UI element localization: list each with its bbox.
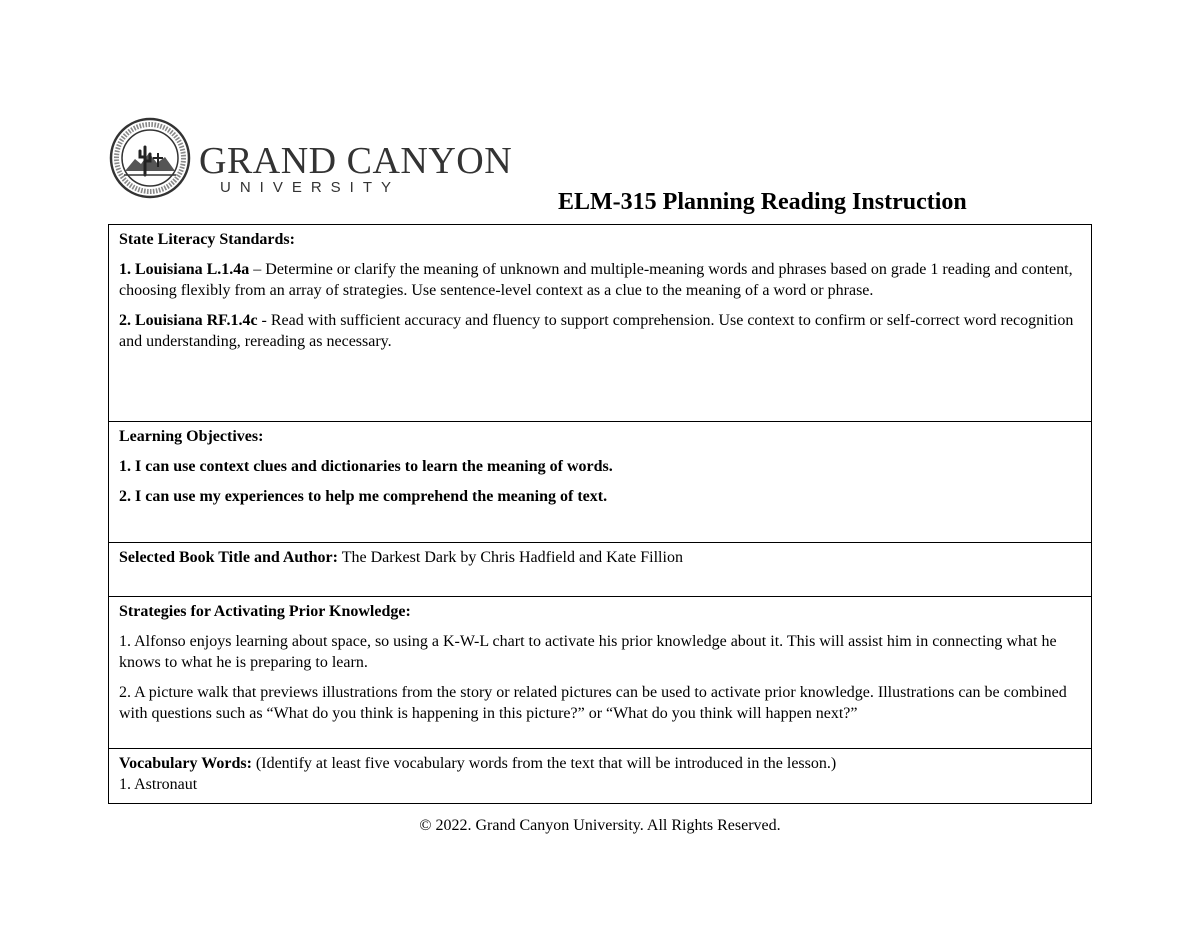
standard-text: Determine or clarify the meaning of unknown and multiple-meaning words and phrases based on grade 1 reading and content, choosing flexibly from an array of strategies. Use sentence-level context as a clue to the meaning of a word or phrase. — [119, 261, 1073, 299]
standard-code: 1. Louisiana L.1.4a — [119, 261, 250, 278]
vocabulary-item: 1. Astronaut — [119, 776, 198, 793]
book-label: Selected Book Title and Author: — [119, 549, 338, 566]
objectives-heading: Learning Objectives: — [119, 428, 264, 445]
standards-cell — [109, 225, 1092, 422]
standards-row — [109, 225, 1092, 422]
standard-separator: – — [249, 261, 266, 278]
objective-item: 1. I can use context clues and dictionaries to learn the meaning of words. — [119, 458, 613, 475]
university-seal-icon — [109, 117, 191, 199]
objectives-cell — [109, 422, 1092, 543]
objective-item: 2. I can use my experiences to help me comprehend the meaning of text. — [119, 488, 608, 505]
standard-text: Read with sufficient accuracy and fluency to support comprehension. Use context to confirm or self-correct word recognition and understanding, rereading as necessary. — [119, 312, 1074, 350]
book-value: The Darkest Dark by Chris Hadfield and Kate Fillion — [337, 549, 683, 566]
book-row — [109, 543, 1092, 597]
lesson-plan-table — [108, 224, 1092, 804]
strategies-cell — [109, 597, 1092, 749]
strategies-heading: Strategies for Activating Prior Knowledge: — [119, 603, 411, 620]
vocabulary-line — [119, 753, 1081, 774]
gcu-logo — [108, 117, 513, 207]
logo-subtitle: UNIVERSITY — [220, 179, 401, 196]
strategy-item: 1. Alfonso enjoys learning about space, so using a K-W-L chart to activate his prior knowledge about it. This will assist him in connecting what he knows to what he is preparing to learn. — [119, 633, 1057, 671]
standard-item — [119, 310, 1081, 352]
vocabulary-cell — [109, 749, 1092, 804]
standard-code: 2. Louisiana RF.1.4c — [119, 312, 258, 329]
vocabulary-row — [109, 749, 1092, 804]
copyright-footer: © 2022. Grand Canyon University. All Rights Reserved. — [419, 817, 781, 834]
book-line — [119, 547, 1081, 568]
objectives-row — [109, 422, 1092, 543]
strategies-row — [109, 597, 1092, 749]
logo-wordmark: GRAND CANYON — [199, 140, 513, 182]
vocabulary-instruction: (Identify at least five vocabulary words from the text that will be introduced in the lesson.) — [251, 755, 837, 772]
standard-separator: - — [257, 312, 271, 329]
standard-item — [119, 259, 1081, 301]
vocabulary-label: Vocabulary Words: — [119, 755, 252, 772]
standards-heading: State Literacy Standards: — [119, 231, 295, 248]
document-title: ELM-315 Planning Reading Instruction — [558, 189, 967, 215]
document-header — [108, 117, 1092, 227]
book-cell — [109, 543, 1092, 597]
strategy-item: 2. A picture walk that previews illustrations from the story or related pictures can be used to activate prior knowledge. Illustrations can be combined with questions such as “What do you think is happening in this picture?” or “What do you think will happen next?” — [119, 684, 1067, 722]
